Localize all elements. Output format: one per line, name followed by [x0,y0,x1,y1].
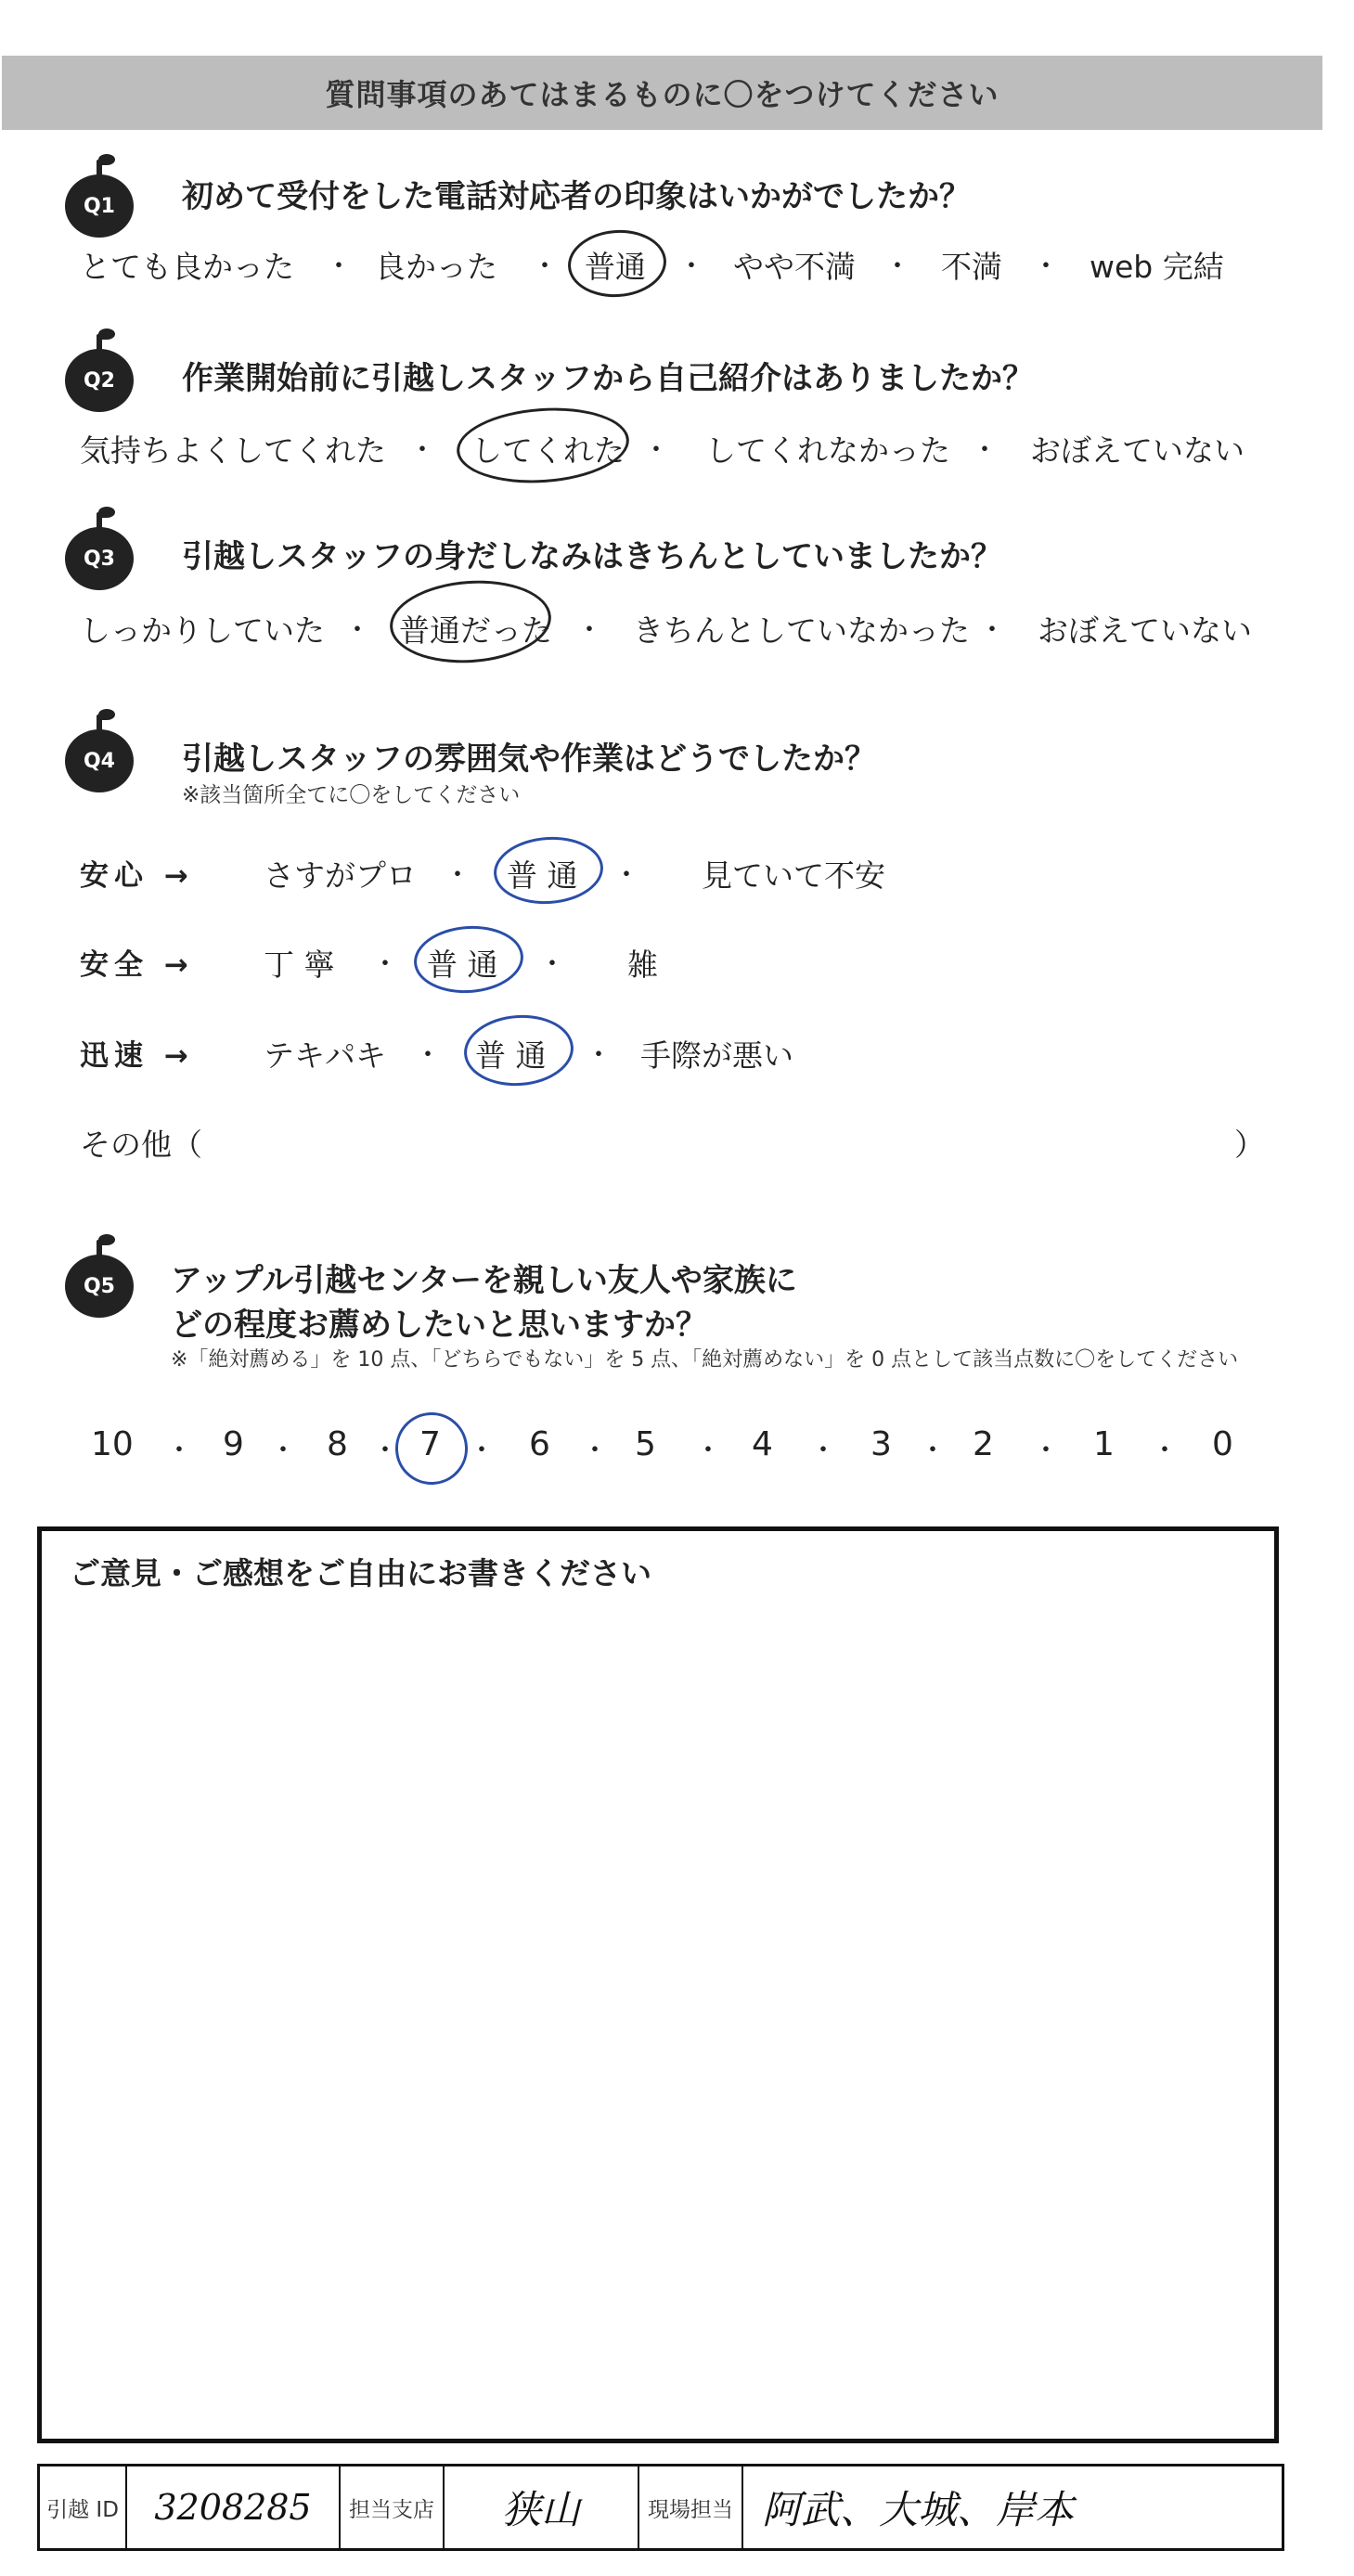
separator-dot: ・ [613,859,640,892]
q5-note: ※「絶対薦める」を 10 点、「どちらでもない」を 5 点、「絶対薦めない」を 0 点として該当点数に〇をしてください [171,1348,1239,1372]
q4-anshin-option-3[interactable]: 見ていて不安 [702,857,885,894]
q4-jinsoku-option-2[interactable]: 普 通 [475,1037,547,1074]
q4-anzen-option-1[interactable]: 丁 寧 [264,947,335,983]
move-id-value[interactable]: 3208285 [127,2467,341,2548]
q2-badge: Q2 [65,349,134,412]
q4-other-close: ） [1234,1127,1265,1163]
q4-anzen-selection-circle [412,922,526,997]
q4-row-label-jinsoku: 迅速 → [80,1039,194,1073]
q1-option-3[interactable]: 普通 [585,249,646,285]
q1-question: 初めて受付をした電話対応者の印象はいかがでしたか？ [182,178,971,215]
q4-row-label-anzen: 安全 → [80,948,194,982]
separator-dot: ・ [414,1039,442,1072]
staff-label: 現場担当 [639,2467,743,2548]
separator-dot: ・ [531,251,559,283]
q3-badge: Q3 [65,527,134,590]
q1-option-1[interactable]: とても良かった [80,249,294,285]
q3-option-2[interactable]: 普通だった [399,612,552,649]
score-5[interactable]: 5 [635,1425,656,1463]
comments-box[interactable] [37,1526,1279,2443]
q5-question-line2: どの程度お薦めしたいと思いますか？ [171,1307,707,1344]
q4-badge: Q4 [65,729,134,792]
q4-note: ※該当箇所全てに〇をしてください [182,783,521,807]
q3-option-4[interactable]: おぼえていない [1038,612,1252,649]
score-selection-circle [393,1410,470,1487]
q1-option-2[interactable]: 良かった [375,249,497,285]
q1-option-5[interactable]: 不満 [941,249,1002,285]
q4-anzen-option-2[interactable]: 普 通 [427,947,498,983]
separator-dot: ・ [585,1039,613,1072]
separator-dot: ・ [642,434,670,467]
score-3[interactable]: 3 [870,1425,892,1463]
comments-text[interactable] [70,1605,1246,2420]
score-2[interactable]: 2 [973,1425,994,1463]
separator-dot: ・ [325,251,353,283]
q4-row-label-anshin: 安心 → [80,859,194,893]
score-0[interactable]: 0 [1212,1425,1233,1463]
q4-question: 引越しスタッフの雰囲気や作業はどうでしたか？ [182,741,876,778]
q1-selection-circle [566,226,669,300]
separator-dot: ・ [444,859,471,892]
score-8[interactable]: 8 [327,1425,348,1463]
q3-question: 引越しスタッフの身だしなみはきちんとしていましたか？ [182,538,1002,575]
separator-dot: ・ [575,614,603,647]
separator-dot: ・ [538,948,566,981]
separator-dot: ・ [343,614,371,647]
q4-jinsoku-option-3[interactable]: 手際が悪い [640,1037,793,1074]
separator-dot: ・ [1032,251,1060,283]
q4-anshin-selection-circle [492,833,606,908]
q3-selection-circle [387,575,554,668]
separator-dot: ・ [1032,1435,1060,1467]
q4-other-label: その他（ [80,1127,202,1163]
q3-option-3[interactable]: きちんとしていなかった [633,612,970,649]
q1-option-4[interactable]: やや不満 [733,249,856,285]
score-1[interactable]: 1 [1093,1425,1115,1463]
separator-dot: ・ [677,251,705,283]
instructions-header: 質問事項のあてはまるものに〇をつけてください [2,56,1322,130]
separator-dot: ・ [269,1435,297,1467]
q2-option-1[interactable]: 気持ちよくしてくれた [80,432,386,469]
score-10[interactable]: 10 [91,1425,134,1463]
staff-value[interactable]: 阿武、大城、岸本 [762,2487,1075,2532]
q3-option-1[interactable]: しっかりしていた [80,612,325,649]
comments-title: ご意見・ご感想をご自由にお書きください [70,1555,651,1591]
q5-question-line1: アップル引越センターを親しい友人や家族に [171,1262,797,1299]
separator-dot: ・ [408,434,436,467]
score-9[interactable]: 9 [223,1425,244,1463]
q1-option-6[interactable]: web 完結 [1090,249,1224,285]
q4-anshin-option-1[interactable]: さすがプロ [264,857,417,894]
q2-selection-circle [454,403,631,489]
separator-dot: ・ [809,1435,837,1467]
separator-dot: ・ [919,1435,947,1467]
branch-value[interactable]: 狭山 [445,2467,639,2548]
q4-jinsoku-selection-circle [461,1011,575,1089]
q2-option-3[interactable]: してくれなかった [705,432,950,469]
separator-dot: ・ [694,1435,722,1467]
separator-dot: ・ [371,1435,399,1467]
separator-dot: ・ [581,1435,609,1467]
q5-badge: Q5 [65,1255,134,1318]
q2-option-2[interactable]: してくれた [471,432,625,469]
q2-question: 作業開始前に引越しスタッフから自己紹介はありましたか？ [182,360,1034,397]
separator-dot: ・ [468,1435,496,1467]
move-id-label: 引越 ID [40,2467,127,2548]
separator-dot: ・ [1151,1435,1179,1467]
score-4[interactable]: 4 [752,1425,773,1463]
separator-dot: ・ [971,434,999,467]
q2-option-4[interactable]: おぼえていない [1030,432,1244,469]
footer-table [37,2464,1284,2551]
separator-dot: ・ [165,1435,193,1467]
q4-jinsoku-option-1[interactable]: テキパキ [264,1037,386,1074]
separator-dot: ・ [978,614,1006,647]
score-7[interactable]: 7 [419,1425,441,1463]
q4-anzen-option-3[interactable]: 雑 [627,947,658,983]
branch-label: 担当支店 [341,2467,445,2548]
q4-anshin-option-2[interactable]: 普 通 [507,857,578,894]
score-6[interactable]: 6 [529,1425,550,1463]
separator-dot: ・ [883,251,911,283]
separator-dot: ・ [371,948,399,981]
q1-badge: Q1 [65,174,134,238]
